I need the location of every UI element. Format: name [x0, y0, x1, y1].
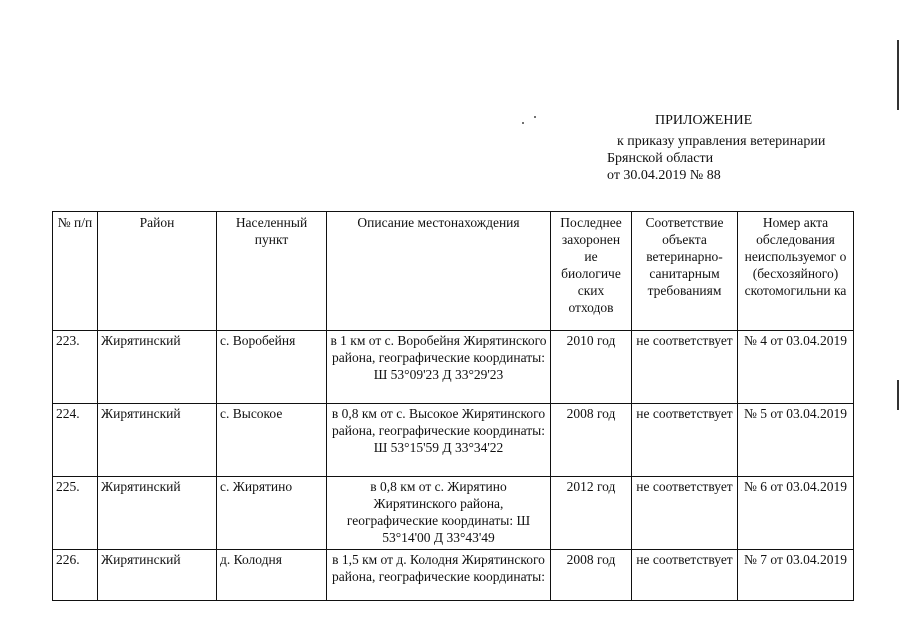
header-compliance: Соответствие объекта ветеринарно-санитарным требованиям	[632, 212, 738, 331]
cell-compliance: не соответствует	[632, 477, 738, 550]
table-row	[53, 331, 854, 404]
cell-act: № 7 от 03.04.2019	[738, 550, 854, 601]
header-district: Район	[98, 212, 217, 331]
header-last-burial: Последнее захоронен ие биологиче ских отходов	[551, 212, 632, 331]
header-settlement: Населенный пункт	[217, 212, 327, 331]
cell-act: № 4 от 03.04.2019	[738, 331, 854, 404]
table-row	[53, 550, 854, 601]
cell-settlement: с. Высокое	[217, 404, 327, 477]
cell-description: в 1,5 км от д. Колодня Жирятинского района, географические координаты:	[327, 550, 551, 601]
cell-compliance: не соответствует	[632, 404, 738, 477]
cell-last-burial: 2010 год	[551, 331, 632, 404]
cell-district: Жирятинский	[98, 331, 217, 404]
appendix-date-line: от 30.04.2019 № 88	[607, 168, 721, 183]
appendix-order-line: к приказу управления ветеринарии	[617, 134, 826, 149]
cell-num: 224.	[53, 404, 98, 477]
cell-description: в 0,8 км от с. Жирятино Жирятинского района, географические координаты: Ш 53°14'00 Д 33°43'49	[327, 477, 551, 550]
cell-last-burial: 2012 год	[551, 477, 632, 550]
cell-district: Жирятинский	[98, 550, 217, 601]
cell-settlement: с. Воробейня	[217, 331, 327, 404]
table-header-row	[53, 212, 854, 331]
appendix-region-line: Брянской области	[607, 151, 714, 166]
cell-settlement: с. Жирятино	[217, 477, 327, 550]
cell-num: 226.	[53, 550, 98, 601]
appendix-header	[607, 112, 887, 184]
cell-compliance: не соответствует	[632, 331, 738, 404]
scan-speck	[522, 122, 524, 124]
cell-act: № 5 от 03.04.2019	[738, 404, 854, 477]
cell-act: № 6 от 03.04.2019	[738, 477, 854, 550]
appendix-title: ПРИЛОЖЕНИЕ	[655, 113, 753, 128]
scan-edge-mark	[897, 380, 899, 410]
cell-num: 223.	[53, 331, 98, 404]
cell-last-burial: 2008 год	[551, 550, 632, 601]
header-description: Описание местонахождения	[327, 212, 551, 331]
cell-last-burial: 2008 год	[551, 404, 632, 477]
scan-edge-mark	[897, 40, 899, 110]
cell-compliance: не соответствует	[632, 550, 738, 601]
cell-description: в 1 км от с. Воробейня Жирятинского района, географические координаты: Ш 53°09'23 Д 33°29'23	[327, 331, 551, 404]
cell-num: 225.	[53, 477, 98, 550]
cell-district: Жирятинский	[98, 404, 217, 477]
scan-speck	[534, 116, 536, 118]
header-num: № п/п	[53, 212, 98, 331]
cell-description: в 0,8 км от с. Высокое Жирятинского района, географические координаты: Ш 53°15'59 Д 33°34'22	[327, 404, 551, 477]
table-row	[53, 404, 854, 477]
header-act: Номер акта обследования неиспользуемог о (бесхозяйного) скотомогильни ка	[738, 212, 854, 331]
cell-settlement: д. Колодня	[217, 550, 327, 601]
burial-sites-table	[52, 211, 854, 601]
table-row	[53, 477, 854, 550]
cell-district: Жирятинский	[98, 477, 217, 550]
